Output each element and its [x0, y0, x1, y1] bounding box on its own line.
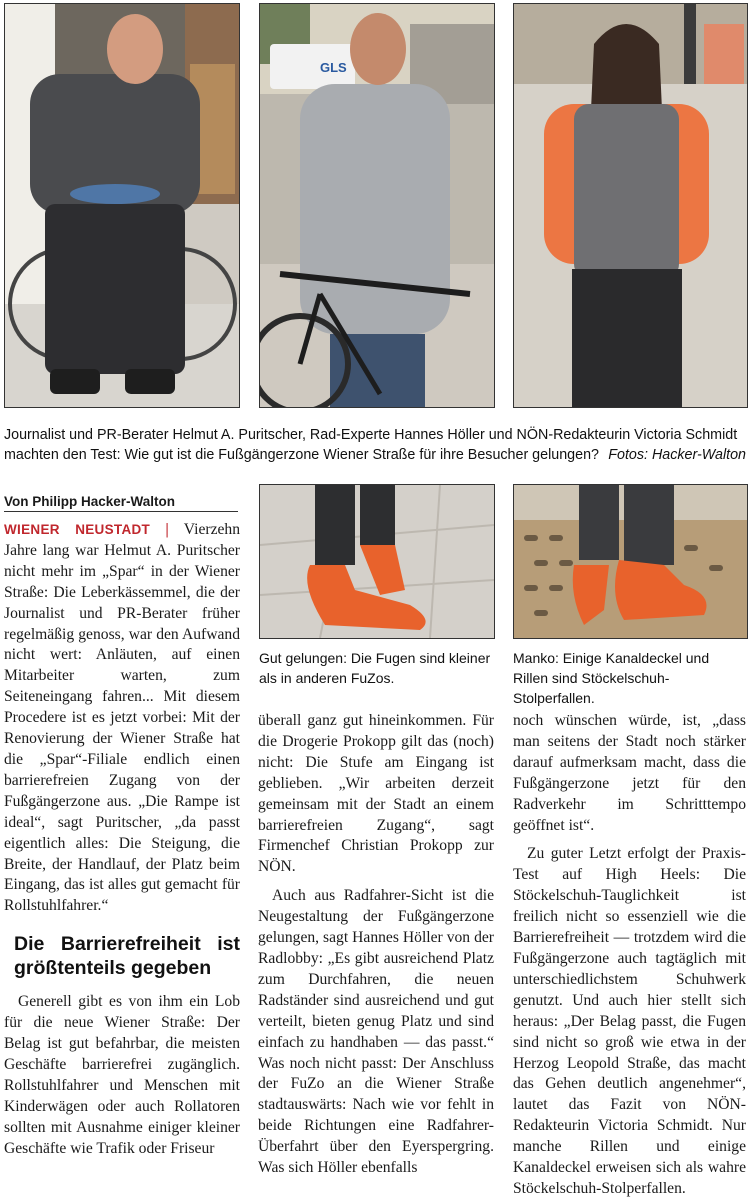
col2-paragraph-2: Auch aus Radfahrer-Sicht ist die Neugestaltung der Fußgängerzone gelungen, sagt Hannes Höller von der Radlobby: „Es gibt ausreichend Platz zum Durchfahren, die neuen Radständer sind ausreichend und gut verteilt, bieten genug Platz und sind einfach zu handhaben — das passt.“ Was noch nicht passt: Der Anschluss der FuZo an die Wiener Straße stadtauswärts: Nach wie vor fehlt in beide Richtungen eine Radfahrer-Überfahrt über den Eyerspergring. Was sich Höller ebenfalls: [258, 887, 494, 1177]
top-photo-caption: [4, 425, 746, 465]
photo-cyclist: [259, 3, 495, 408]
photo-credit: Fotos: Hacker-Walton: [608, 447, 746, 463]
photo-reporter: [513, 3, 748, 408]
caption-heels-manhole: Manko: Einige Kanaldeckel und Rillen sind Stöckelschuh-Stolperfallen.: [513, 650, 710, 706]
subheading: Die Barrierefreiheit ist größtenteils gegeben: [14, 933, 240, 980]
col3-paragraph-2: Zu guter Letzt erfolgt der Praxis-Test auf High Heels: Die Stöckelschuh-Tauglichkeit ist freilich nicht so essenziell wie die Barrierefreiheit — trotzdem wird die Fußgängerzone auch tagtäglich mit unterschiedlichstem Schuhwerk genutzt. Und auch hier stellt sich heraus: „Der Belag passt, die Fugen sind nicht so groß wie etwa in der Herzog Leopold Straße, das macht das Gehen deutlich angenehmer“, lautet das Fazit von NÖN-Redakteurin Victoria Schmidt. Nur manche Rillen und einige Kanaldeckel erweisen sich als wahre Stöckelschuh-Stolperfallen.: [513, 845, 746, 1197]
van-logo-text: GLS: [320, 60, 347, 75]
article-column-1: [4, 520, 240, 1159]
photo-heels-good: [259, 484, 495, 639]
lead-paragraph: [4, 520, 240, 917]
caption-heels-good: Gut gelungen: Die Fugen sind kleiner als in anderen FuZos.: [259, 650, 491, 686]
byline: Von Philipp Hacker-Walton: [4, 494, 238, 512]
article-column-3: [513, 711, 746, 1200]
col3-paragraph-1: noch wünschen würde, ist, „dass man seitens der Stadt noch stärker darauf aufmerksam macht, dass die Fußgängerzone jetzt für den Radverkehr im Schritttempo geöffnet ist“.: [513, 712, 746, 834]
dateline-separator: |: [165, 521, 169, 538]
dateline-place: WIENER NEUSTADT: [4, 522, 151, 537]
paragraph-2: Generell gibt es von ihm ein Lob für die neue Wiener Straße: Der Belag ist gut befahrbar, die meisten Geschäfte barrierefrei zugänglich. Rollstuhlfahrer und Menschen mit Kinderwägen oder auch Rollatoren sollten mit Ausnahme einiger kleiner Geschäfte wie Trafik oder Friseur: [4, 993, 240, 1157]
lead-text: Vierzehn Jahre lang war Helmut A. Puritscher nicht mehr im „Spar“ in der Wiener Straße: Die Leberkässemmel, die der Journalist und PR-Berater früher regelmäßig genoss, war den Aufwand nicht wert: Anläuten, auf einen Mitarbeiter warten, zum Seiteneingang fahren... Mit diesem Procedere ist es jetzt vorbei: Mit der Renovierung der Wiener Straße hat die „Spar“-Filiale endlich einen barrierefreien Zugang von der Fußgängerzone aus. „Die Rampe ist ideal“, sagt Puritscher, „da passt eigentlich alles: Die Steigung, die Breite, der Handlauf, der Platz beim Eingang, das ist alles gut gemacht für Rollstuhlfahrer.“: [4, 521, 241, 915]
photo-heels-manhole: [513, 484, 748, 639]
photo-wheelchair-user: [4, 3, 240, 408]
caption-text: Journalist und PR-Berater Helmut A. Puritscher, Rad-Experte Hannes Höller und NÖN-Redakteurin Victoria Schmidt machten den Test: Wie gut ist die Fußgängerzone Wiener Straße für ihre Besucher gelungen?: [4, 427, 738, 463]
article-column-2: [258, 711, 494, 1179]
col2-paragraph-1: überall ganz gut hineinkommen. Für die Drogerie Prokopp gilt das (noch) nicht: Die Stufe am Eingang ist geblieben. „Wir arbeiten derzeit gemeinsam mit der Stadt an einem barrierefreien Zugang“, sagt Firmenchef Christian Prokopp zur NÖN.: [258, 712, 494, 876]
